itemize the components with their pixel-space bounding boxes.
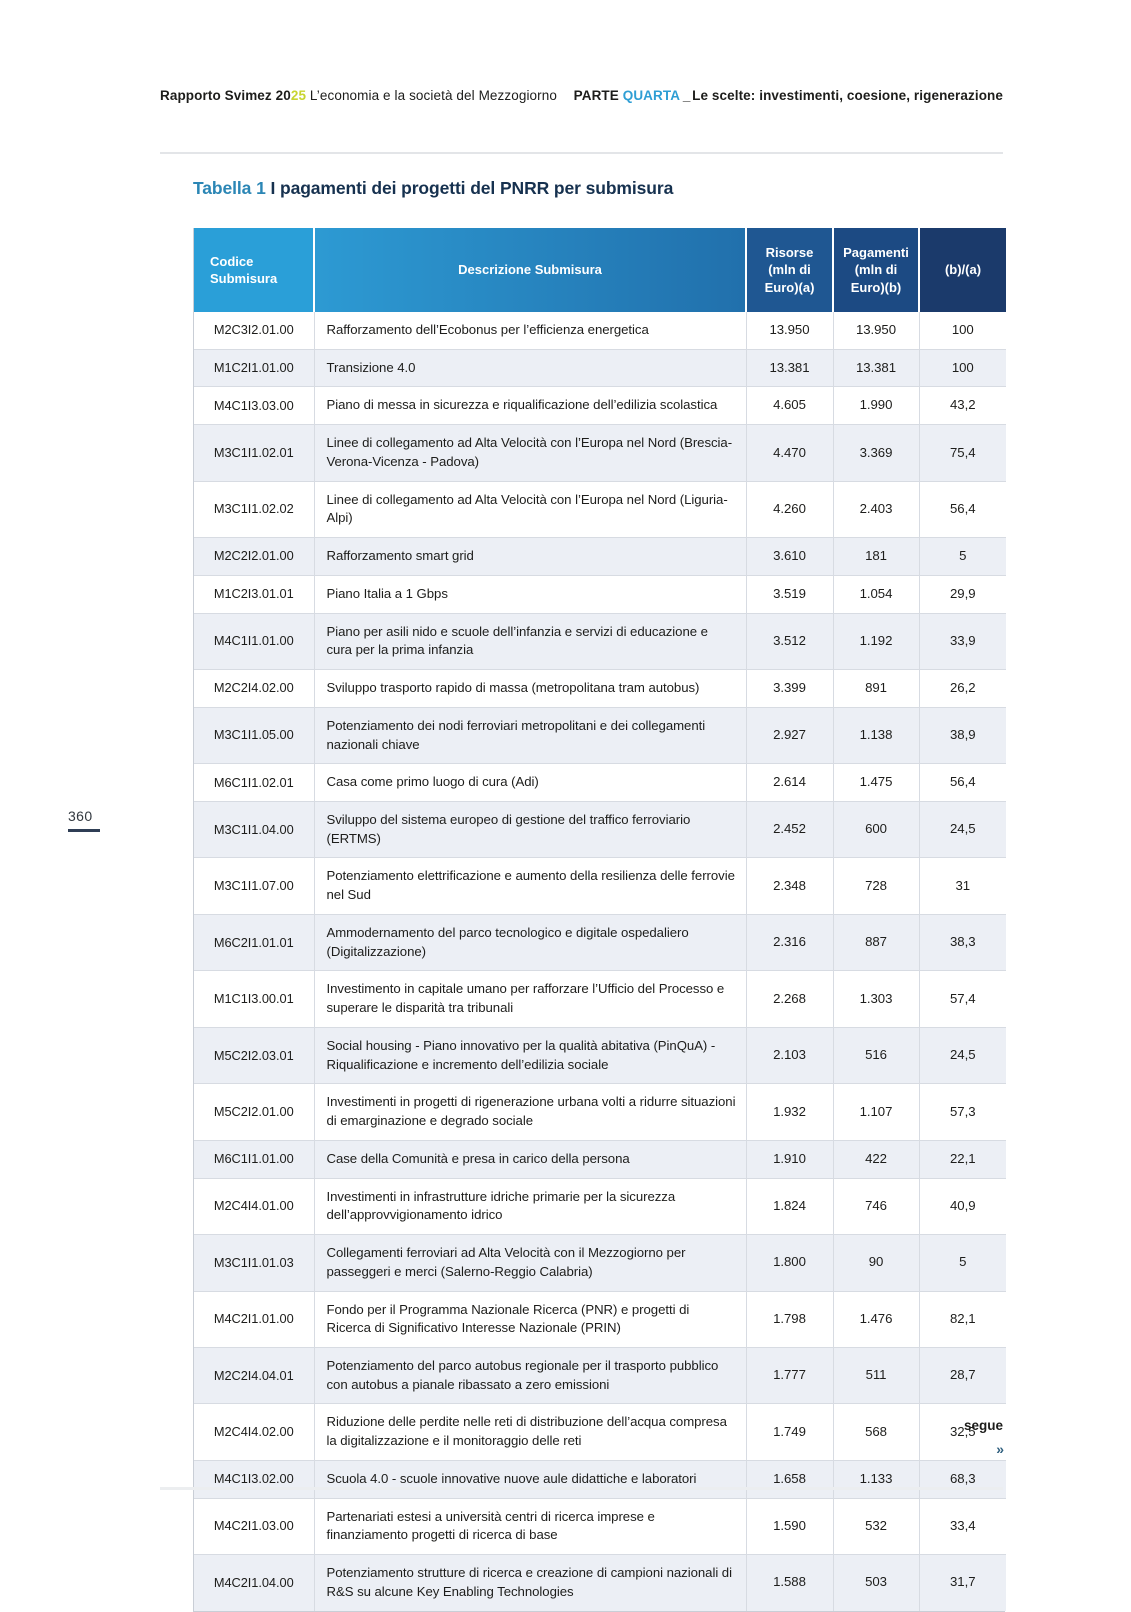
cell-ratio: 56,4 bbox=[919, 481, 1006, 537]
cell-ratio: 82,1 bbox=[919, 1291, 1006, 1347]
column-header-pagamenti bbox=[833, 228, 919, 312]
cell-ratio: 68,3 bbox=[919, 1460, 1006, 1498]
cell-descrizione-submisura: Partenariati estesi a università centri di ricerca imprese e finanziamento progetti di ricerca di base bbox=[314, 1498, 746, 1554]
pnrr-payments-table bbox=[194, 228, 1006, 1611]
segue-label: segue bbox=[963, 1418, 1003, 1433]
parte-number: QUARTA bbox=[622, 88, 681, 103]
table-header-row bbox=[194, 228, 1006, 312]
cell-ratio: 31 bbox=[919, 858, 1006, 914]
cell-codice-submisura: M1C1I3.00.01 bbox=[194, 971, 314, 1027]
cell-pagamenti: 13.950 bbox=[833, 312, 919, 349]
header-codice-line1: Codice bbox=[210, 253, 254, 269]
table-row bbox=[194, 425, 1006, 481]
table-row bbox=[194, 1555, 1006, 1611]
folio-underline bbox=[68, 829, 100, 832]
column-header-ratio: (b)/(a) bbox=[919, 228, 1006, 312]
cell-risorse: 2.103 bbox=[746, 1027, 833, 1083]
table-row bbox=[194, 1084, 1006, 1140]
cell-ratio: 100 bbox=[919, 349, 1006, 387]
header-risorse-line2: (mln di bbox=[768, 262, 811, 278]
table-body bbox=[194, 312, 1006, 1611]
cell-codice-submisura: M2C4I4.01.00 bbox=[194, 1178, 314, 1234]
column-header-codice-submisura bbox=[194, 228, 314, 312]
cell-codice-submisura: M4C1I3.03.00 bbox=[194, 387, 314, 425]
cell-codice-submisura: M6C1I1.02.01 bbox=[194, 764, 314, 802]
cell-risorse: 2.614 bbox=[746, 764, 833, 802]
cell-pagamenti: 1.303 bbox=[833, 971, 919, 1027]
cell-ratio: 29,9 bbox=[919, 575, 1006, 613]
table-row bbox=[194, 1178, 1006, 1234]
table-row bbox=[194, 1140, 1006, 1178]
cell-codice-submisura: M4C2I1.03.00 bbox=[194, 1498, 314, 1554]
header-pagamenti-line1: Pagamenti bbox=[843, 245, 909, 261]
table-row bbox=[194, 707, 1006, 763]
cell-codice-submisura: M6C2I1.01.01 bbox=[194, 914, 314, 970]
cell-pagamenti: 568 bbox=[833, 1404, 919, 1460]
cell-ratio: 32,5 bbox=[919, 1404, 1006, 1460]
table-row bbox=[194, 971, 1006, 1027]
cell-pagamenti: 746 bbox=[833, 1178, 919, 1234]
table-row bbox=[194, 613, 1006, 669]
column-header-descrizione-submisura: Descrizione Submisura bbox=[314, 228, 746, 312]
cell-risorse: 1.658 bbox=[746, 1460, 833, 1498]
table-row bbox=[194, 1291, 1006, 1347]
cell-pagamenti: 891 bbox=[833, 670, 919, 708]
header-codice-line2: Submisura bbox=[210, 271, 278, 286]
cell-pagamenti: 1.054 bbox=[833, 575, 919, 613]
cell-risorse: 1.910 bbox=[746, 1140, 833, 1178]
cell-pagamenti: 1.107 bbox=[833, 1084, 919, 1140]
cell-ratio: 57,4 bbox=[919, 971, 1006, 1027]
cell-ratio: 5 bbox=[919, 538, 1006, 576]
header-divider-rule bbox=[160, 152, 1003, 154]
cell-pagamenti: 1.192 bbox=[833, 613, 919, 669]
cell-descrizione-submisura: Potenziamento strutture di ricerca e creazione di campioni nazionali di R&S su alcune Key Enabling Technologies bbox=[314, 1555, 746, 1611]
cell-codice-submisura: M3C1I1.02.01 bbox=[194, 425, 314, 481]
cell-risorse: 1.798 bbox=[746, 1291, 833, 1347]
cell-codice-submisura: M1C2I3.01.01 bbox=[194, 575, 314, 613]
cell-risorse: 1.932 bbox=[746, 1084, 833, 1140]
table-row bbox=[194, 914, 1006, 970]
cell-ratio: 56,4 bbox=[919, 764, 1006, 802]
cell-descrizione-submisura: Rafforzamento dell’Ecobonus per l’efficienza energetica bbox=[314, 312, 746, 349]
table-row bbox=[194, 538, 1006, 576]
cell-pagamenti: 90 bbox=[833, 1235, 919, 1291]
table-row bbox=[194, 802, 1006, 858]
cell-descrizione-submisura: Piano per asili nido e scuole dell’infanzia e servizi di educazione e cura per la prima infanzia bbox=[314, 613, 746, 669]
cell-risorse: 4.605 bbox=[746, 387, 833, 425]
report-year-accent: 25 bbox=[290, 88, 307, 103]
cell-codice-submisura: M4C2I1.04.00 bbox=[194, 1555, 314, 1611]
cell-risorse: 2.268 bbox=[746, 971, 833, 1027]
table-row bbox=[194, 670, 1006, 708]
cell-pagamenti: 1.476 bbox=[833, 1291, 919, 1347]
cell-risorse: 1.777 bbox=[746, 1347, 833, 1403]
cell-descrizione-submisura: Collegamenti ferroviari ad Alta Velocità con il Mezzogiorno per passeggeri e merci (Salerno-Reggio Calabria) bbox=[314, 1235, 746, 1291]
cell-risorse: 2.927 bbox=[746, 707, 833, 763]
table-title-text: I pagamenti dei progetti del PNRR per submisura bbox=[265, 178, 674, 198]
cell-ratio: 22,1 bbox=[919, 1140, 1006, 1178]
table-row bbox=[194, 1460, 1006, 1498]
cell-risorse: 13.950 bbox=[746, 312, 833, 349]
cell-codice-submisura: M4C1I3.02.00 bbox=[194, 1460, 314, 1498]
cell-ratio: 38,9 bbox=[919, 707, 1006, 763]
cell-pagamenti: 600 bbox=[833, 802, 919, 858]
chevron-right-icon: » bbox=[996, 1440, 1003, 1457]
cell-risorse: 1.590 bbox=[746, 1498, 833, 1554]
cell-descrizione-submisura: Investimenti in progetti di rigenerazione urbana volti a ridurre situazioni di emarginazione e degrado sociale bbox=[314, 1084, 746, 1140]
cell-risorse: 1.824 bbox=[746, 1178, 833, 1234]
cell-descrizione-submisura: Linee di collegamento ad Alta Velocità con l’Europa nel Nord (Brescia-Verona-Vicenza - Padova) bbox=[314, 425, 746, 481]
report-subtitle: L’economia e la società del Mezzogiorno bbox=[306, 88, 557, 103]
cell-ratio: 28,7 bbox=[919, 1347, 1006, 1403]
cell-codice-submisura: M2C3I2.01.00 bbox=[194, 312, 314, 349]
cell-descrizione-submisura: Sviluppo trasporto rapido di massa (metropolitana tram autobus) bbox=[314, 670, 746, 708]
cell-pagamenti: 516 bbox=[833, 1027, 919, 1083]
cell-codice-submisura: M2C2I2.01.00 bbox=[194, 538, 314, 576]
table-row bbox=[194, 387, 1006, 425]
cell-ratio: 24,5 bbox=[919, 1027, 1006, 1083]
cell-pagamenti: 532 bbox=[833, 1498, 919, 1554]
cell-ratio: 57,3 bbox=[919, 1084, 1006, 1140]
cell-codice-submisura: M6C1I1.01.00 bbox=[194, 1140, 314, 1178]
running-head bbox=[160, 88, 1003, 103]
cell-descrizione-submisura: Transizione 4.0 bbox=[314, 349, 746, 387]
header-risorse-line3: Euro)(a) bbox=[764, 279, 815, 295]
running-head-left bbox=[160, 88, 557, 103]
table-number-label: Tabella 1 bbox=[193, 178, 266, 198]
cell-codice-submisura: M2C2I4.04.01 bbox=[194, 1347, 314, 1403]
cell-descrizione-submisura: Social housing - Piano innovativo per la qualità abitativa (PinQuA) - Riqualificazione e incremento dell’edilizia sociale bbox=[314, 1027, 746, 1083]
cell-descrizione-submisura: Potenziamento elettrificazione e aumento della resilienza delle ferrovie nel Sud bbox=[314, 858, 746, 914]
table-row bbox=[194, 1027, 1006, 1083]
footer-divider-rule bbox=[160, 1487, 1003, 1490]
cell-ratio: 43,2 bbox=[919, 387, 1006, 425]
cell-descrizione-submisura: Sviluppo del sistema europeo di gestione del traffico ferroviario (ERTMS) bbox=[314, 802, 746, 858]
cell-ratio: 24,5 bbox=[919, 802, 1006, 858]
table-row bbox=[194, 764, 1006, 802]
table-row bbox=[194, 481, 1006, 537]
cell-pagamenti: 13.381 bbox=[833, 349, 919, 387]
cell-descrizione-submisura: Investimenti in infrastrutture idriche primarie per la sicurezza dell’approvvigionamento idrico bbox=[314, 1178, 746, 1234]
report-title-bold: Rapporto Svimez 20 bbox=[160, 88, 291, 103]
header-pagamenti-line3: Euro)(b) bbox=[850, 279, 902, 295]
cell-descrizione-submisura: Fondo per il Programma Nazionale Ricerca (PNR) e progetti di Ricerca di Significativo Interesse Nazionale (PRIN) bbox=[314, 1291, 746, 1347]
cell-descrizione-submisura: Piano di messa in sicurezza e riqualificazione dell’edilizia scolastica bbox=[314, 387, 746, 425]
cell-descrizione-submisura: Rafforzamento smart grid bbox=[314, 538, 746, 576]
cell-risorse: 4.470 bbox=[746, 425, 833, 481]
page-folio bbox=[68, 808, 122, 832]
cell-risorse: 1.749 bbox=[746, 1404, 833, 1460]
running-head-right bbox=[574, 88, 1003, 103]
cell-pagamenti: 728 bbox=[833, 858, 919, 914]
column-header-risorse bbox=[746, 228, 833, 312]
cell-ratio: 33,9 bbox=[919, 613, 1006, 669]
cell-ratio: 26,2 bbox=[919, 670, 1006, 708]
table-row bbox=[194, 575, 1006, 613]
cell-ratio: 33,4 bbox=[919, 1498, 1006, 1554]
cell-descrizione-submisura: Scuola 4.0 - scuole innovative nuove aule didattiche e laboratori bbox=[314, 1460, 746, 1498]
header-pagamenti-line2: (mln di bbox=[854, 262, 898, 278]
parte-separator: _ bbox=[680, 88, 693, 103]
cell-pagamenti: 887 bbox=[833, 914, 919, 970]
cell-codice-submisura: M4C1I1.01.00 bbox=[194, 613, 314, 669]
cell-risorse: 4.260 bbox=[746, 481, 833, 537]
table-row bbox=[194, 349, 1006, 387]
cell-descrizione-submisura: Case della Comunità e presa in carico della persona bbox=[314, 1140, 746, 1178]
cell-pagamenti: 3.369 bbox=[833, 425, 919, 481]
cell-pagamenti: 503 bbox=[833, 1555, 919, 1611]
table-row bbox=[194, 312, 1006, 349]
cell-codice-submisura: M3C1I1.07.00 bbox=[194, 858, 314, 914]
cell-risorse: 3.512 bbox=[746, 613, 833, 669]
table-row bbox=[194, 1235, 1006, 1291]
cell-descrizione-submisura: Potenziamento dei nodi ferroviari metropolitani e dei collegamenti nazionali chiave bbox=[314, 707, 746, 763]
cell-ratio: 100 bbox=[919, 312, 1006, 349]
cell-codice-submisura: M2C4I4.02.00 bbox=[194, 1404, 314, 1460]
cell-descrizione-submisura: Riduzione delle perdite nelle reti di distribuzione dell’acqua compresa la digitalizzazione e il monitoraggio delle reti bbox=[314, 1404, 746, 1460]
cell-risorse: 2.316 bbox=[746, 914, 833, 970]
cell-descrizione-submisura: Investimento in capitale umano per rafforzare l’Ufficio del Processo e superare le disparità tra tribunali bbox=[314, 971, 746, 1027]
table-row bbox=[194, 1498, 1006, 1554]
table-caption bbox=[193, 178, 673, 199]
cell-descrizione-submisura: Ammodernamento del parco tecnologico e digitale ospedaliero (Digitalizzazione) bbox=[314, 914, 746, 970]
cell-pagamenti: 1.990 bbox=[833, 387, 919, 425]
cell-risorse: 3.610 bbox=[746, 538, 833, 576]
cell-descrizione-submisura: Potenziamento del parco autobus regionale per il trasporto pubblico con autobus a pianale ribassato a zero emissioni bbox=[314, 1347, 746, 1403]
cell-codice-submisura: M2C2I4.02.00 bbox=[194, 670, 314, 708]
cell-risorse: 3.519 bbox=[746, 575, 833, 613]
table-row bbox=[194, 1404, 1006, 1460]
cell-descrizione-submisura: Linee di collegamento ad Alta Velocità con l’Europa nel Nord (Liguria-Alpi) bbox=[314, 481, 746, 537]
cell-codice-submisura: M3C1I1.04.00 bbox=[194, 802, 314, 858]
parte-description: Le scelte: investimenti, coesione, rigenerazione bbox=[692, 88, 1003, 103]
table-row bbox=[194, 1347, 1006, 1403]
table-head bbox=[194, 228, 1006, 312]
cell-ratio: 75,4 bbox=[919, 425, 1006, 481]
cell-risorse: 1.800 bbox=[746, 1235, 833, 1291]
cell-pagamenti: 1.475 bbox=[833, 764, 919, 802]
cell-ratio: 40,9 bbox=[919, 1178, 1006, 1234]
parte-label: PARTE bbox=[573, 88, 623, 103]
cell-descrizione-submisura: Piano Italia a 1 Gbps bbox=[314, 575, 746, 613]
cell-risorse: 3.399 bbox=[746, 670, 833, 708]
cell-codice-submisura: M1C2I1.01.00 bbox=[194, 349, 314, 387]
cell-risorse: 2.452 bbox=[746, 802, 833, 858]
cell-codice-submisura: M5C2I2.01.00 bbox=[194, 1084, 314, 1140]
table-row bbox=[194, 858, 1006, 914]
cell-pagamenti: 422 bbox=[833, 1140, 919, 1178]
cell-risorse: 1.588 bbox=[746, 1555, 833, 1611]
pnrr-payments-table-container bbox=[193, 228, 1005, 1612]
cell-ratio: 31,7 bbox=[919, 1555, 1006, 1611]
cell-codice-submisura: M3C1I1.05.00 bbox=[194, 707, 314, 763]
cell-ratio: 38,3 bbox=[919, 914, 1006, 970]
cell-codice-submisura: M4C2I1.01.00 bbox=[194, 1291, 314, 1347]
cell-descrizione-submisura: Casa come primo luogo di cura (Adi) bbox=[314, 764, 746, 802]
header-risorse-line1: Risorse bbox=[765, 245, 814, 261]
cell-pagamenti: 1.138 bbox=[833, 707, 919, 763]
cell-codice-submisura: M5C2I2.03.01 bbox=[194, 1027, 314, 1083]
cell-codice-submisura: M3C1I1.02.02 bbox=[194, 481, 314, 537]
cell-risorse: 13.381 bbox=[746, 349, 833, 387]
cell-pagamenti: 181 bbox=[833, 538, 919, 576]
cell-risorse: 2.348 bbox=[746, 858, 833, 914]
cell-codice-submisura: M3C1I1.01.03 bbox=[194, 1235, 314, 1291]
continuation-note bbox=[964, 1419, 1003, 1456]
cell-pagamenti: 511 bbox=[833, 1347, 919, 1403]
cell-pagamenti: 1.133 bbox=[833, 1460, 919, 1498]
cell-pagamenti: 2.403 bbox=[833, 481, 919, 537]
page-number: 360 bbox=[68, 808, 93, 824]
cell-ratio: 5 bbox=[919, 1235, 1006, 1291]
